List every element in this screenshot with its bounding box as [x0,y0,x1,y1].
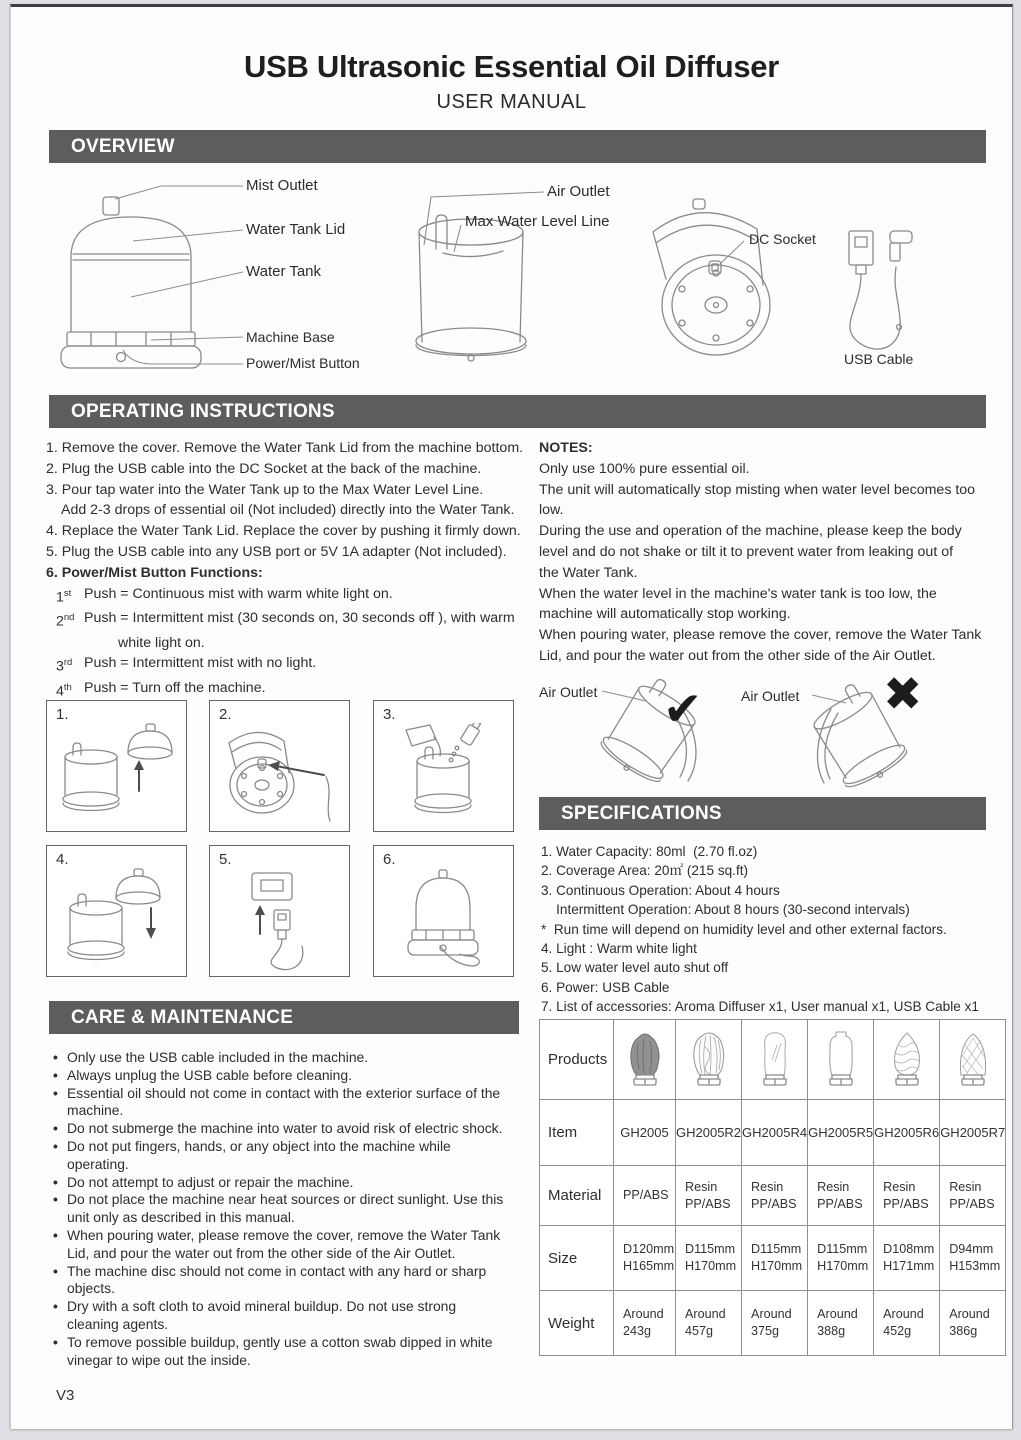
function-text: Push = Turn off the machine. [84,679,266,696]
operating-step: Add 2-3 drops of essential oil (Not included) directly into the Water Tank. [46,502,515,519]
material-cell: Resin PP/ABS [742,1166,808,1226]
step-figure-5 [209,845,350,977]
care-list [53,1049,533,1369]
section-title-operating: OPERATING INSTRUCTIONS [71,401,335,422]
bullet-icon: • [53,1173,58,1190]
functions-heading: 6. Power/Mist Button Functions: [46,564,263,581]
step-figure-number: 1. [56,706,69,723]
plug-arrow-icon [268,761,324,775]
label-mist-outlet: Mist Outlet [246,177,318,194]
product-cell [940,1020,1006,1100]
weight-cell: Around 457g [676,1291,742,1356]
notes-line: The unit will automatically stop misting when water level becomes too [539,481,976,498]
table-row-products [540,1020,1006,1100]
function-ordinal: 3rd [56,657,73,676]
spec-item: 7. List of accessories: Aroma Diffuser x1, User manual x1, USB Cable x1 [541,999,979,1015]
product-cell [808,1020,874,1100]
product-cell [742,1020,808,1100]
step-figure-number: 5. [219,851,232,868]
down-arrow-icon [146,908,156,939]
spec-item: 6. Power: USB Cable [541,979,670,995]
operating-steps [46,438,536,703]
operating-step: 5. Plug the USB cable into any USB port or 5V 1A adapter (Not included). [46,543,507,560]
size-cell: D94mm H153mm [940,1226,1006,1291]
cross-icon: ✖ [883,667,923,720]
step5-plug-usb-drawing [214,868,344,973]
product-vase-icon-textured-dark-vase [623,1027,667,1089]
bullet-icon: • [53,1120,58,1137]
notes-line: During the use and operation of the machine, please keep the body [539,523,962,540]
function-text: Push = Intermittent mist with no light. [84,655,317,672]
care-bullet: • When pouring water, please remove the cover, remove the Water Tank Lid, and pour the water out from the other side of the Air Outlet. [53,1226,501,1261]
bullet-icon: • [53,1298,58,1315]
notes-heading: NOTES: [539,440,593,456]
function-text: Push = Continuous mist with warm white light on. [84,585,393,602]
care-bullet: • To remove possible buildup, gently use a cotton swab dipped in white vinegar to wipe out the inside. [53,1333,493,1368]
care-bullet: • Only use the USB cable included in the machine. [53,1049,369,1065]
product-cell [614,1020,676,1100]
table-row-weight [540,1291,1006,1356]
item-cell: GH2005R2 [676,1100,742,1166]
step1-remove-cover-drawing [51,723,181,828]
section-title-specifications: SPECIFICATIONS [561,803,722,824]
notes-line: the Water Tank. [539,564,638,581]
care-bullet: • Do not place the machine near heat sources or direct sunlight. Use this unit only as described in this manual. [53,1191,504,1226]
step-figure-3 [373,700,514,832]
product-spec-table [539,1019,1006,1356]
label-power-mist-button: Power/Mist Button [246,355,360,371]
function-ordinal: 1st [56,587,72,606]
bullet-icon: • [53,1137,58,1154]
section-header-operating [49,395,986,428]
item-cell: GH2005R7 [940,1100,1006,1166]
care-bullet: • Dry with a soft cloth to avoid mineral buildup. Do not use strong cleaning agents. [53,1298,457,1332]
function-text-continued: white light on. [118,634,205,651]
label-max-water-level-line: Max Water Level Line [465,213,610,230]
item-cell: GH2005R4 [742,1100,808,1166]
care-bullet: • Essential oil should not come in contact with the exterior surface of the machine. [53,1084,501,1119]
manual-page [10,4,1013,1429]
row-header: Size [540,1226,614,1291]
spec-item: * Run time will depend on humidity level and other external factors. [541,921,947,937]
page-subtitle: USER MANUAL [436,91,587,113]
section-header-specifications [539,797,986,830]
weight-cell: Around 375g [742,1291,808,1356]
weight-cell: Around 243g [614,1291,676,1356]
diffuser-bottom-view-drawing [653,199,770,355]
pour-leader-right [812,695,846,703]
weight-cell: Around 386g [940,1291,1006,1356]
bullet-icon: • [53,1262,58,1279]
spec-item: Intermittent Operation: About 8 hours (30-second intervals) [541,902,910,918]
bullet-icon: • [53,1084,58,1101]
notes-line: Only use 100% pure essential oil. [539,460,750,477]
notes-line: low. [539,502,564,519]
product-vase-icon-clear-glass-vase [753,1027,797,1089]
product-cell [676,1020,742,1100]
care-bullet: • Do not put fingers, hands, or any object into the machine while operating. [53,1137,451,1172]
label-dc-socket: DC Socket [749,231,816,247]
section-title-overview: OVERVIEW [71,136,175,157]
size-cell: D115mm H170mm [676,1226,742,1291]
notes-block [539,438,989,667]
operating-step: 3. Pour tap water into the Water Tank up to the Max Water Level Line. [46,481,484,498]
usb-cable-drawing [849,231,912,349]
function-row [56,653,536,678]
size-cell: D115mm H170mm [742,1226,808,1291]
product-vase-icon-wave-resin-vase [885,1027,929,1089]
step-figure-number: 3. [383,706,396,723]
section-title-care: CARE & MAINTENANCE [71,1007,294,1028]
step-figure-number: 6. [383,851,396,868]
row-header: Products [540,1020,614,1100]
step-figure-1 [46,700,187,832]
product-cell [874,1020,940,1100]
function-row [56,584,536,609]
notes-line: When pouring water, please remove the cover, remove the Water Tank [539,627,982,644]
step6-press-button-drawing [378,868,508,973]
step-figure-number: 2. [219,706,232,723]
weight-cell: Around 388g [808,1291,874,1356]
row-header: Material [540,1166,614,1226]
table-row-size [540,1226,1006,1291]
care-bullet: • Do not attempt to adjust or repair the machine. [53,1173,354,1190]
operating-step: 1. Remove the cover. Remove the Water Tank Lid from the machine bottom. [46,440,524,456]
function-text: Push = Intermittent mist (30 seconds on, 30 seconds off ), with warm [84,610,515,627]
version-label: V3 [56,1387,75,1404]
notes-line: machine will automatically stop working. [539,606,791,623]
label-water-tank: Water Tank [246,263,322,280]
water-stream-lines [818,709,838,783]
step-figure-4 [46,845,187,977]
material-cell: Resin PP/ABS [940,1166,1006,1226]
step2-plug-cable-drawing [214,723,344,828]
up-arrow-icon [255,905,265,934]
notes-line: level and do not shake or tilt it to prevent water from leaking out of [539,543,954,560]
function-row [56,608,536,633]
care-bullet: • Always unplug the USB cable before cleaning. [53,1066,352,1083]
label-air-outlet: Air Outlet [547,183,610,200]
label-machine-base: Machine Base [246,329,335,345]
weight-cell: Around 452g [874,1291,940,1356]
bullet-icon: • [53,1191,58,1208]
material-cell: Resin PP/ABS [676,1166,742,1226]
section-header-care [49,1001,519,1034]
bullet-icon: • [53,1333,58,1350]
label-air-outlet-correct: Air Outlet [539,684,598,700]
function-row [56,678,536,703]
material-cell: Resin PP/ABS [808,1166,874,1226]
page-title: USB Ultrasonic Essential Oil Diffuser [244,49,779,84]
step-figure-6 [373,845,514,977]
item-cell: GH2005 [614,1100,676,1166]
size-cell: D120mm H165mm [614,1226,676,1291]
care-bullet: • Do not submerge the machine into water to avoid risk of electric shock. [53,1120,503,1137]
operating-step: 4. Replace the Water Tank Lid. Replace the cover by pushing it firmly down. [46,523,521,540]
label-usb-cable: USB Cable [844,351,914,367]
spec-item: 4. Light : Warm white light [541,941,697,957]
up-arrow-icon [134,760,144,791]
material-cell: PP/ABS [614,1166,676,1226]
notes-line: Lid, and pour the water out from the other side of the Air Outlet. [539,647,936,664]
checkmark-icon: ✔ [663,682,703,735]
item-cell: GH2005R6 [874,1100,940,1166]
spec-item: 5. Low water level auto shut off [541,960,729,976]
product-vase-icon-honeycomb-resin-vase [951,1027,995,1089]
item-cell: GH2005R5 [808,1100,874,1166]
label-air-outlet-wrong: Air Outlet [741,688,800,704]
function-ordinal: 4th [56,681,72,700]
size-cell: D108mm H171mm [874,1226,940,1291]
notes-line: When the water level in the machine's water tank is too low, the [539,585,937,602]
operating-step: 2. Plug the USB cable into the DC Socket at the back of the machine. [46,460,482,477]
spec-item: 1. Water Capacity: 80ml (2.70 fl.oz) [541,844,758,859]
row-header: Item [540,1100,614,1166]
step4-replace-lid-drawing [51,868,181,973]
step3-pour-water-drawing [378,723,508,828]
bullet-icon: • [53,1049,58,1065]
step-figure-number: 4. [56,851,69,868]
size-cell: D115mm H170mm [808,1226,874,1291]
table-row-material [540,1166,1006,1226]
table-row-item [540,1100,1006,1166]
care-bullet: • The machine disc should not come in contact with any hard or sharp objects. [53,1262,487,1297]
material-cell: Resin PP/ABS [874,1166,940,1226]
bullet-icon: • [53,1066,58,1083]
overview-leader-lines-left [115,186,243,364]
diffuser-open-tank-drawing [416,215,526,361]
function-ordinal: 2nd [56,612,75,630]
step-figure-2 [209,700,350,832]
product-vase-icon-plain-glass-vase [819,1027,863,1089]
row-header: Weight [540,1291,614,1356]
spec-item: 3. Continuous Operation: About 4 hours [541,882,780,898]
label-water-tank-lid: Water Tank Lid [246,221,346,238]
specifications-list [541,842,991,1017]
spec-item: 2. Coverage Area: 20㎡ (215 sq.ft) [541,863,749,879]
product-vase-icon-swirl-resin-vase [687,1027,731,1089]
diffuser-assembled-drawing [61,197,201,368]
bullet-icon: • [53,1226,58,1243]
